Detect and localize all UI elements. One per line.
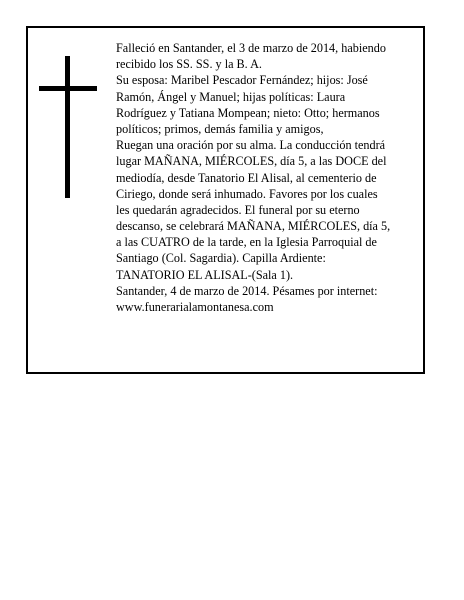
notice-line: descanso, se celebrará MAÑANA, MIÉRCOLES, día 5,	[116, 219, 391, 234]
notice-line: les quedarán agradecidos. El funeral por su eterno	[116, 202, 360, 217]
notice-line: políticos; primos, demás familia y amigos,	[116, 121, 324, 136]
notice-line: recibido los SS. SS. y la B. A.	[116, 57, 262, 72]
cross-horizontal-bar	[39, 86, 97, 91]
cross-vertical-bar	[65, 56, 70, 198]
cross-icon	[39, 56, 97, 198]
obituary-notice	[26, 26, 425, 374]
website-link[interactable]: www.funerarialamontanesa.com	[116, 300, 274, 314]
notice-line: mediodía, desde Tanatorio El Alisal, al cementerio de	[116, 170, 377, 185]
notice-line: Falleció en Santander, el 3 de marzo de 2014, habiendo	[116, 41, 386, 55]
notice-line: Santander, 4 de marzo de 2014. Pésames por internet:	[116, 283, 378, 298]
notice-line: Ruegan una oración por su alma. La conducción tendrá	[116, 138, 386, 153]
obituary-text	[116, 40, 422, 315]
notice-line: a las CUATRO de la tarde, en la Iglesia Parroquial de	[116, 235, 377, 250]
notice-line: Ramón, Ángel y Manuel; hijas políticas: Laura	[116, 89, 346, 104]
notice-line: TANATORIO EL ALISAL-(Sala 1).	[116, 267, 294, 282]
notice-line: Rodríguez y Tatiana Mompean; nieto: Otto; hermanos	[116, 105, 380, 120]
notice-line: Santiago (Col. Sagardia). Capilla Ardiente:	[116, 251, 326, 266]
notice-line: Ciriego, donde será inhumado. Favores por los cuales	[116, 186, 378, 201]
notice-line: Su esposa: Maribel Pescador Fernández; hijos: José	[116, 73, 368, 88]
notice-line: lugar MAÑANA, MIÉRCOLES, día 5, a las DOCE del	[116, 154, 387, 169]
